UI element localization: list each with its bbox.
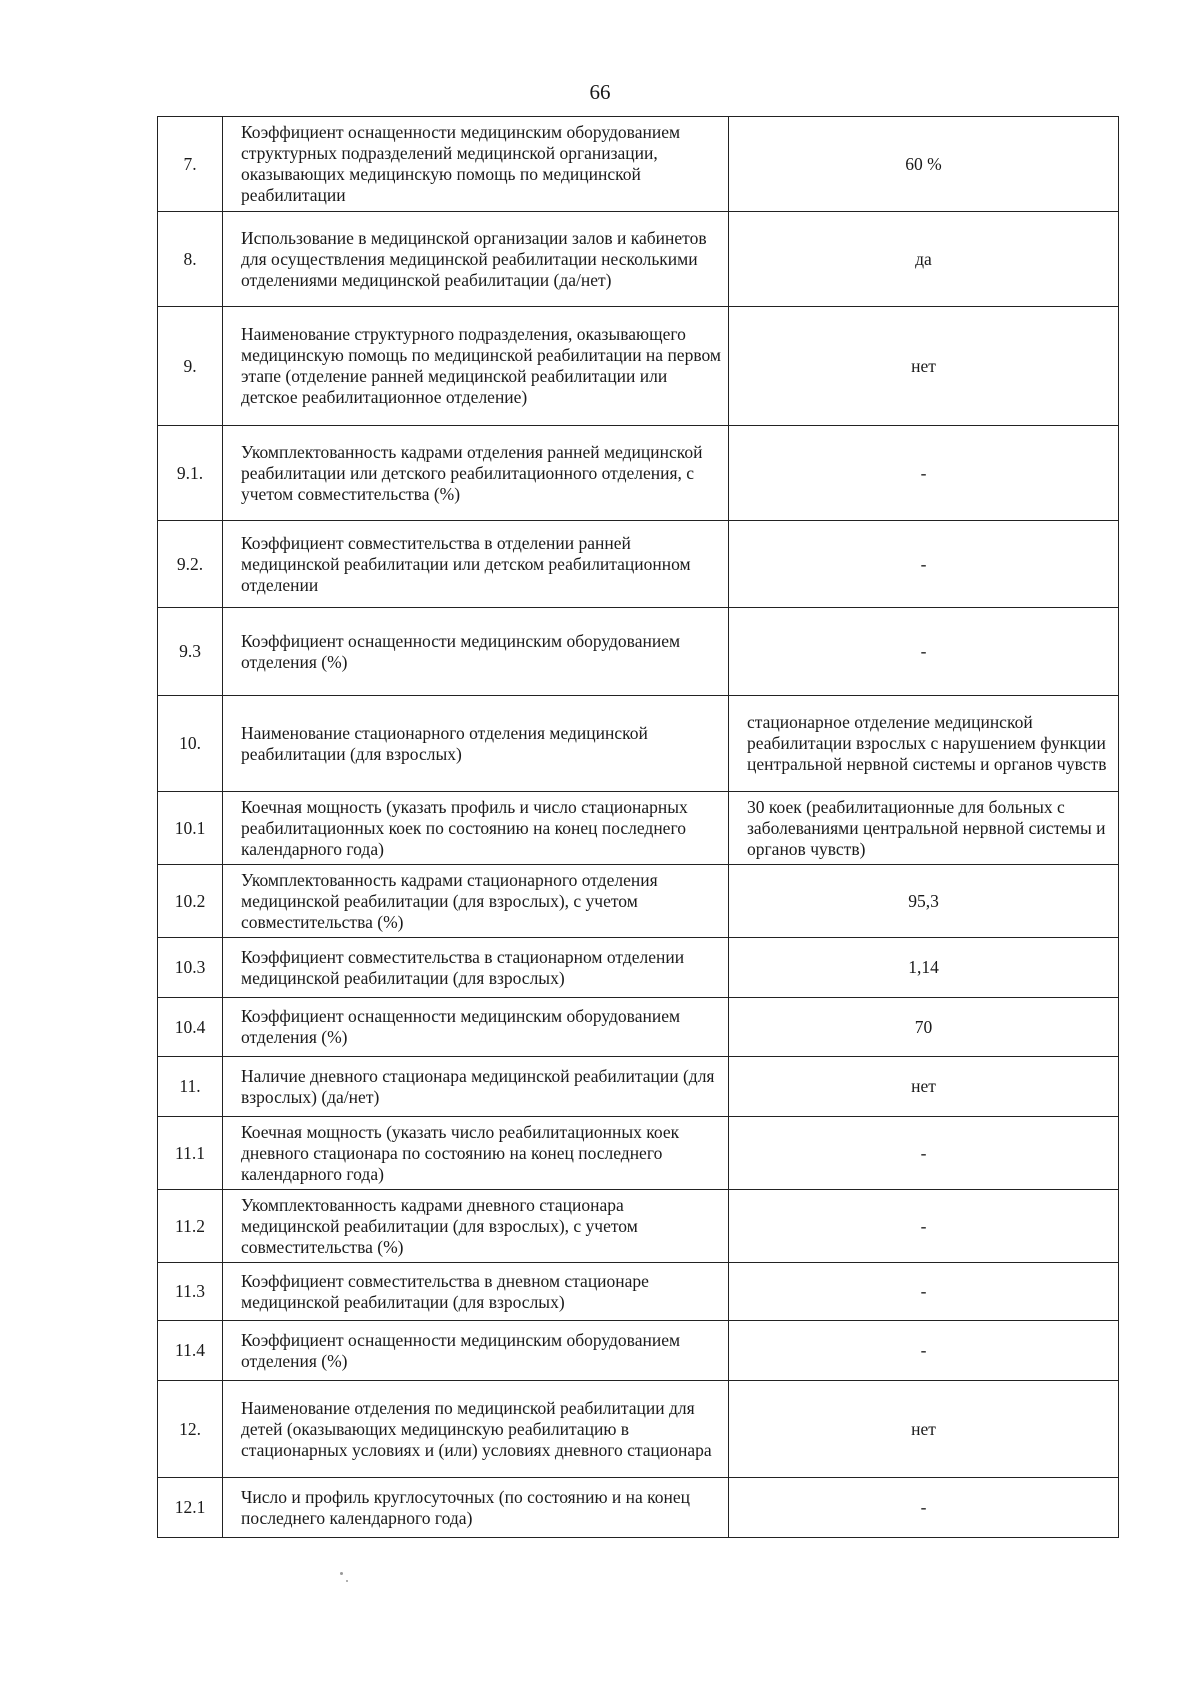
table-row (158, 792, 1119, 865)
row-description: Наименование стационарного отделения медицинской реабилитации (для взрослых) (223, 696, 729, 792)
row-number: 9.2. (158, 521, 223, 608)
row-description: Коечная мощность (указать число реабилитационных коек дневного стационара по состоянию на конец последнего календарного года) (223, 1117, 729, 1190)
scan-speck (340, 1572, 343, 1575)
row-description: Укомплектованность кадрами дневного стационара медицинской реабилитации (для взрослых), с учетом совместительства (%) (223, 1190, 729, 1263)
row-number: 11. (158, 1057, 223, 1117)
row-description: Коэффициент совместительства в стационарном отделении медицинской реабилитации (для взрослых) (223, 938, 729, 998)
row-number: 7. (158, 117, 223, 212)
row-value: 1,14 (729, 938, 1119, 998)
table-row (158, 307, 1119, 426)
row-description: Наименование отделения по медицинской реабилитации для детей (оказывающих медицинскую реабилитацию в стационарных условиях и (или) условиях дневного стационара (223, 1381, 729, 1478)
row-value: стационарное отделение медицинской реабилитации взрослых с нарушением функции центральной нервной системы и органов чувств (729, 696, 1119, 792)
row-value: - (729, 1321, 1119, 1381)
row-value: нет (729, 307, 1119, 426)
row-number: 11.3 (158, 1263, 223, 1321)
row-description: Коэффициент совместительства в дневном стационаре медицинской реабилитации (для взрослых) (223, 1263, 729, 1321)
row-number: 10.4 (158, 998, 223, 1057)
table-row (158, 1263, 1119, 1321)
table-row (158, 1057, 1119, 1117)
row-value: - (729, 426, 1119, 521)
row-value: да (729, 212, 1119, 307)
row-value: - (729, 1263, 1119, 1321)
row-value: 70 (729, 998, 1119, 1057)
page-number: 66 (589, 80, 611, 104)
table-row (158, 998, 1119, 1057)
row-number: 9. (158, 307, 223, 426)
row-description: Число и профиль круглосуточных (по состоянию и на конец последнего календарного года) (223, 1478, 729, 1538)
row-value: 60 % (729, 117, 1119, 212)
row-value: - (729, 521, 1119, 608)
table-row (158, 1478, 1119, 1538)
row-description: Использование в медицинской организации залов и кабинетов для осуществления медицинской реабилитации несколькими отделениями медицинской реабилитации (да/нет) (223, 212, 729, 307)
table-row (158, 1117, 1119, 1190)
row-description: Наличие дневного стационара медицинской реабилитации (для взрослых) (да/нет) (223, 1057, 729, 1117)
row-value: 30 коек (реабилитационные для больных с заболеваниями центральной нервной системы и органов чувств) (729, 792, 1119, 865)
row-description: Коэффициент совместительства в отделении ранней медицинской реабилитации или детском реабилитационном отделении (223, 521, 729, 608)
row-number: 9.3 (158, 608, 223, 696)
row-description: Коэффициент оснащенности медицинским оборудованием отделения (%) (223, 608, 729, 696)
row-value: - (729, 1190, 1119, 1263)
row-description: Коэффициент оснащенности медицинским оборудованием структурных подразделений медицинской организации, оказывающих медицинскую помощь по медицинской реабилитации (223, 117, 729, 212)
row-value: - (729, 1478, 1119, 1538)
row-number: 10.1 (158, 792, 223, 865)
row-value: - (729, 1117, 1119, 1190)
row-number: 12.1 (158, 1478, 223, 1538)
row-number: 12. (158, 1381, 223, 1478)
row-number: 11.4 (158, 1321, 223, 1381)
table-row (158, 696, 1119, 792)
table-row (158, 938, 1119, 998)
table-row (158, 608, 1119, 696)
table-row (158, 212, 1119, 307)
table-row (158, 1321, 1119, 1381)
row-number: 10.2 (158, 865, 223, 938)
row-description: Коэффициент оснащенности медицинским оборудованием отделения (%) (223, 998, 729, 1057)
row-number: 10.3 (158, 938, 223, 998)
row-number: 9.1. (158, 426, 223, 521)
row-number: 8. (158, 212, 223, 307)
row-number: 10. (158, 696, 223, 792)
row-description: Коечная мощность (указать профиль и число стационарных реабилитационных коек по состоянию на конец последнего календарного года) (223, 792, 729, 865)
table-row (158, 1190, 1119, 1263)
row-value: - (729, 608, 1119, 696)
table-row (158, 521, 1119, 608)
table-row (158, 1381, 1119, 1478)
row-value: нет (729, 1381, 1119, 1478)
row-description: Коэффициент оснащенности медицинским оборудованием отделения (%) (223, 1321, 729, 1381)
row-number: 11.1 (158, 1117, 223, 1190)
table-row (158, 117, 1119, 212)
row-description: Укомплектованность кадрами стационарного отделения медицинской реабилитации (для взрослых), с учетом совместительства (%) (223, 865, 729, 938)
row-value: нет (729, 1057, 1119, 1117)
table-row (158, 865, 1119, 938)
row-number: 11.2 (158, 1190, 223, 1263)
row-value: 95,3 (729, 865, 1119, 938)
row-description: Укомплектованность кадрами отделения ранней медицинской реабилитации или детского реабилитационного отделения, с учетом совместительства (%) (223, 426, 729, 521)
table-row (158, 426, 1119, 521)
row-description: Наименование структурного подразделения, оказывающего медицинскую помощь по медицинской реабилитации на первом этапе (отделение ранней медицинской реабилитации или детское реабилитационное отделение) (223, 307, 729, 426)
scan-speck (346, 1580, 348, 1582)
indicators-table (157, 116, 1119, 1538)
